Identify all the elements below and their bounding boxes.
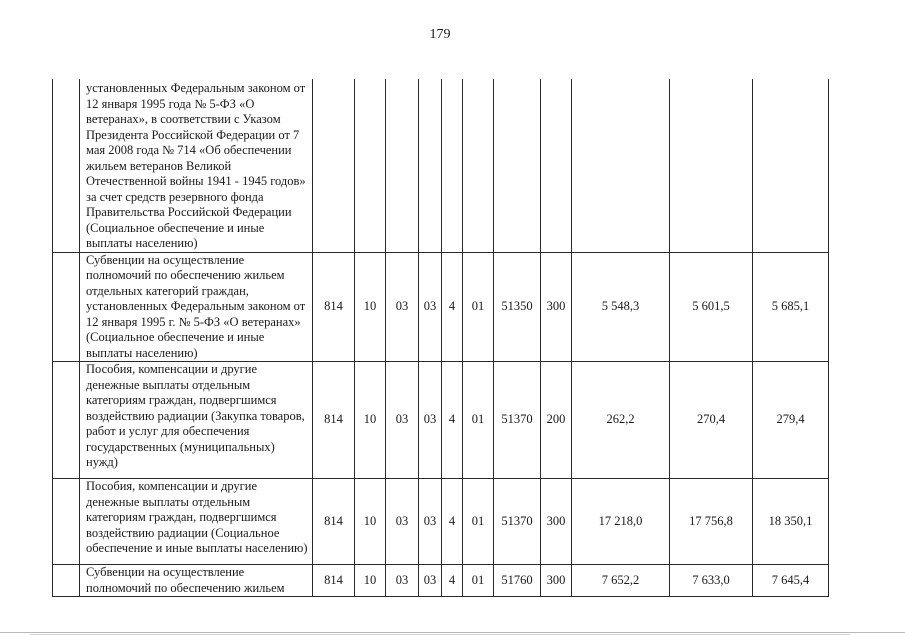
row-value-cell: 5 685,1 bbox=[753, 252, 829, 362]
row-value-cell: 03 bbox=[386, 362, 419, 479]
row-value-cell bbox=[386, 79, 419, 252]
row-value-cell bbox=[670, 79, 753, 252]
row-value-cell bbox=[541, 79, 572, 252]
budget-table bbox=[52, 79, 829, 597]
row-value-cell: 262,2 bbox=[572, 362, 670, 479]
row-value-cell: 01 bbox=[463, 252, 494, 362]
row-value-cell: 814 bbox=[313, 252, 355, 362]
row-value-cell: 4 bbox=[442, 565, 463, 597]
table-row bbox=[53, 479, 829, 565]
row-value-cell: 300 bbox=[541, 252, 572, 362]
row-name-cell: Пособия, компенсации и другие денежные выплаты отдельным категориям граждан, подвергшимся воздействию радиации (Закупка товаров, работ и услуг для обеспечения государственных (муниципальных) нужд) bbox=[80, 362, 313, 479]
row-index-cell bbox=[53, 565, 80, 597]
row-value-cell bbox=[494, 79, 541, 252]
row-value-cell bbox=[419, 79, 442, 252]
row-value-cell: 03 bbox=[419, 479, 442, 565]
row-value-cell: 17 218,0 bbox=[572, 479, 670, 565]
row-value-cell: 814 bbox=[313, 565, 355, 597]
row-name-cell: Пособия, компенсации и другие денежные выплаты отдельным категориям граждан, подвергшимся воздействию радиации (Социальное обеспечение и иные выплаты населению) bbox=[80, 479, 313, 565]
row-value-cell: 17 756,8 bbox=[670, 479, 753, 565]
table-row bbox=[53, 362, 829, 479]
row-value-cell bbox=[463, 79, 494, 252]
row-value-cell: 03 bbox=[386, 252, 419, 362]
row-value-cell: 279,4 bbox=[753, 362, 829, 479]
row-value-cell: 51370 bbox=[494, 479, 541, 565]
row-value-cell: 51370 bbox=[494, 362, 541, 479]
row-value-cell: 10 bbox=[355, 362, 386, 479]
row-name-cell: Субвенции на осуществление полномочий по обеспечению жильем bbox=[80, 565, 313, 597]
row-value-cell: 7 633,0 bbox=[670, 565, 753, 597]
row-value-cell: 270,4 bbox=[670, 362, 753, 479]
table-row bbox=[53, 565, 829, 597]
row-value-cell: 51350 bbox=[494, 252, 541, 362]
row-value-cell: 10 bbox=[355, 479, 386, 565]
row-value-cell: 814 bbox=[313, 362, 355, 479]
row-value-cell: 01 bbox=[463, 479, 494, 565]
row-value-cell: 03 bbox=[386, 565, 419, 597]
row-value-cell: 7 645,4 bbox=[753, 565, 829, 597]
row-value-cell: 7 652,2 bbox=[572, 565, 670, 597]
row-value-cell: 300 bbox=[541, 565, 572, 597]
row-value-cell: 10 bbox=[355, 565, 386, 597]
row-value-cell: 300 bbox=[541, 479, 572, 565]
row-index-cell bbox=[53, 252, 80, 362]
row-value-cell bbox=[355, 79, 386, 252]
row-value-cell: 01 bbox=[463, 565, 494, 597]
row-name-cell: Субвенции на осуществление полномочий по обеспечению жильем отдельных категорий граждан, установленных Федеральным законом от 12 января 1995 г. № 5-ФЗ «О ветеранах» (Социальное обеспечение и иные выплаты населению) bbox=[80, 252, 313, 362]
row-value-cell: 200 bbox=[541, 362, 572, 479]
row-value-cell: 4 bbox=[442, 252, 463, 362]
row-value-cell: 51760 bbox=[494, 565, 541, 597]
row-value-cell bbox=[572, 79, 670, 252]
row-value-cell: 03 bbox=[419, 565, 442, 597]
row-index-cell bbox=[53, 479, 80, 565]
row-value-cell: 4 bbox=[442, 479, 463, 565]
row-index-cell bbox=[53, 79, 80, 252]
row-value-cell: 10 bbox=[355, 252, 386, 362]
table-row bbox=[53, 79, 829, 252]
row-value-cell: 4 bbox=[442, 362, 463, 479]
row-value-cell: 5 601,5 bbox=[670, 252, 753, 362]
scan-edge-line bbox=[0, 632, 905, 633]
row-value-cell: 01 bbox=[463, 362, 494, 479]
row-value-cell: 814 bbox=[313, 479, 355, 565]
table-row bbox=[53, 252, 829, 362]
row-value-cell: 03 bbox=[386, 479, 419, 565]
row-value-cell: 5 548,3 bbox=[572, 252, 670, 362]
page-number: 179 bbox=[429, 27, 451, 42]
row-name-cell: установленных Федеральным законом от 12 января 1995 года № 5-ФЗ «О ветеранах», в соответствии с Указом Президента Российской Федерации от 7 мая 2008 года № 714 «Об обеспечении жильем ветеранов Великой Отечественной войны 1941 - 1945 годов» за счет средств резервного фонда Правительства Российской Федерации (Социальное обеспечение и иные выплаты населению) bbox=[80, 79, 313, 252]
row-value-cell: 18 350,1 bbox=[753, 479, 829, 565]
row-index-cell bbox=[53, 362, 80, 479]
row-value-cell bbox=[313, 79, 355, 252]
row-value-cell bbox=[753, 79, 829, 252]
row-value-cell: 03 bbox=[419, 252, 442, 362]
scan-edge-line bbox=[30, 634, 850, 635]
row-value-cell: 03 bbox=[419, 362, 442, 479]
row-value-cell bbox=[442, 79, 463, 252]
